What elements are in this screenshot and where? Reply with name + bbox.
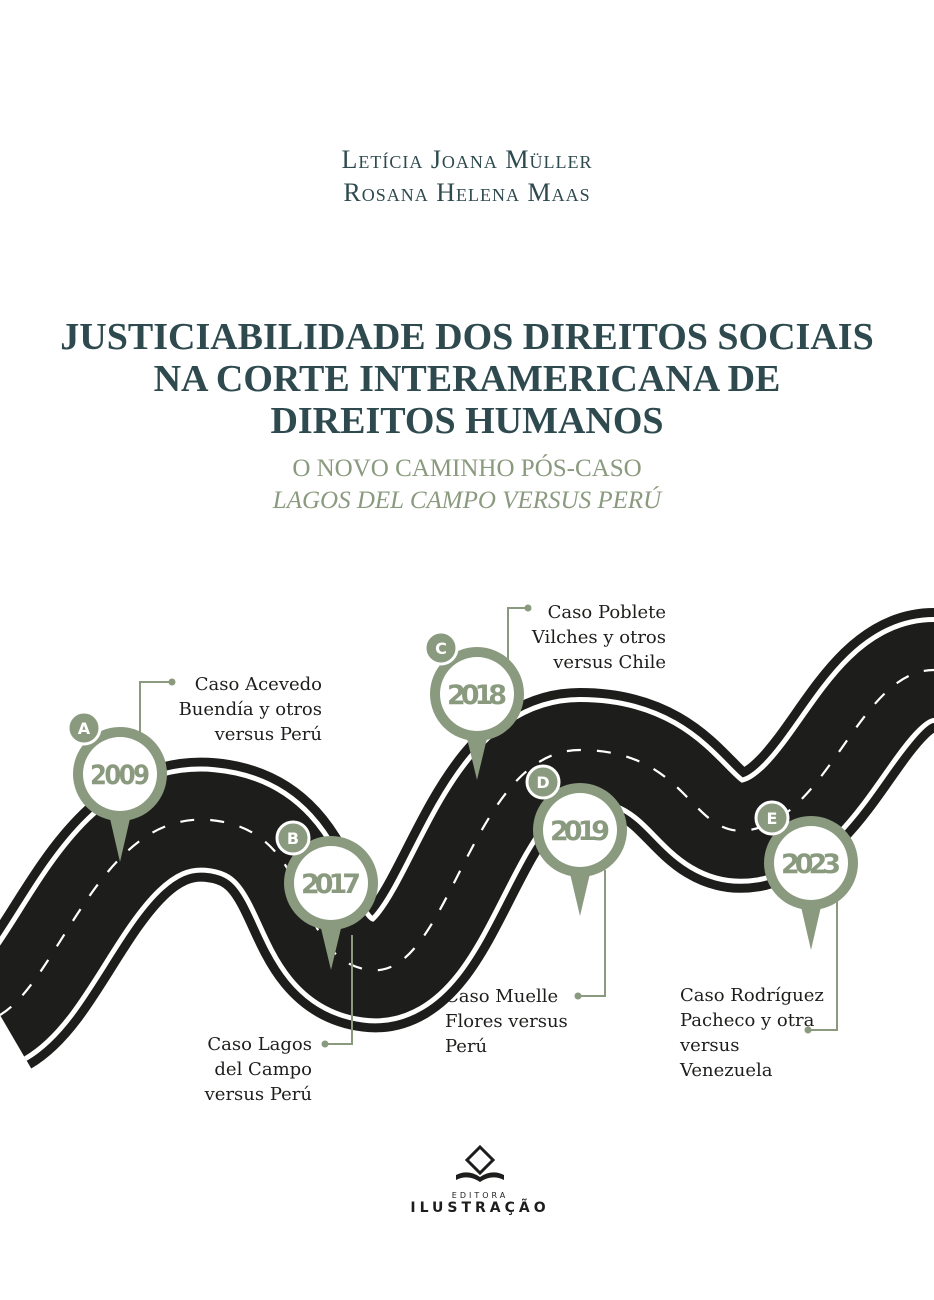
publisher-name: ILUSTRAÇÃO <box>410 1200 550 1216</box>
caption-line: Venezuela <box>680 1060 773 1081</box>
caption-line: Caso Poblete <box>547 602 666 623</box>
caption-line: Flores versus <box>445 1011 568 1032</box>
caption-line: Caso Rodríguez <box>680 985 824 1006</box>
caption-line: Perú <box>445 1036 488 1057</box>
caption-line: versus Chile <box>553 652 666 673</box>
case-caption-b <box>170 1032 312 1107</box>
book-title <box>40 316 894 442</box>
connector-dot <box>322 1041 329 1048</box>
caption-line: Caso Lagos <box>207 1034 312 1055</box>
case-caption-e <box>680 983 850 1083</box>
case-caption-d <box>445 984 595 1059</box>
diamond-book-icon <box>453 1145 507 1185</box>
milestone-year: 2019 <box>550 816 610 847</box>
subtitle-italic-line: LAGOS DEL CAMPO VERSUS PERÚ <box>272 487 662 514</box>
milestone-letter: B <box>286 829 300 848</box>
milestone-year: 2009 <box>90 760 150 791</box>
caption-line: Caso Acevedo <box>194 674 322 695</box>
caption-line: Vilches y otros <box>531 627 666 648</box>
caption-line: del Campo <box>214 1059 312 1080</box>
publisher-label: EDITORA <box>451 1191 509 1200</box>
milestone-letter: A <box>77 719 91 738</box>
milestone-year: 2023 <box>781 849 841 880</box>
title-line: JUSTICIABILIDADE DOS DIREITOS SOCIAIS <box>60 316 874 358</box>
milestone-letter: E <box>766 809 778 828</box>
case-caption-c <box>500 600 666 675</box>
title-line: NA CORTE INTERAMERICANA DE <box>153 358 781 400</box>
caption-line: versus <box>680 1035 740 1056</box>
caption-line: Buendía y otros <box>178 699 322 720</box>
book-subtitle <box>0 453 934 517</box>
title-line: DIREITOS HUMANOS <box>270 400 664 442</box>
subtitle-line: O NOVO CAMINHO PÓS-CASO <box>292 455 642 482</box>
authors <box>0 143 934 209</box>
milestone-year: 2018 <box>447 680 507 711</box>
milestone-letter: D <box>536 773 550 792</box>
caption-line: versus Perú <box>204 1084 312 1105</box>
caption-line: Pacheco y otra <box>680 1010 815 1031</box>
author-name: Rosana Helena Maas <box>343 178 591 207</box>
caption-line: versus Perú <box>214 724 322 745</box>
milestone-letter: C <box>435 639 447 658</box>
milestone-year: 2017 <box>301 869 361 900</box>
caption-line: Caso Muelle <box>445 986 559 1007</box>
case-caption-a <box>150 672 322 747</box>
author-name: Letícia Joana Müller <box>341 145 593 174</box>
publisher-logo <box>400 1145 560 1216</box>
